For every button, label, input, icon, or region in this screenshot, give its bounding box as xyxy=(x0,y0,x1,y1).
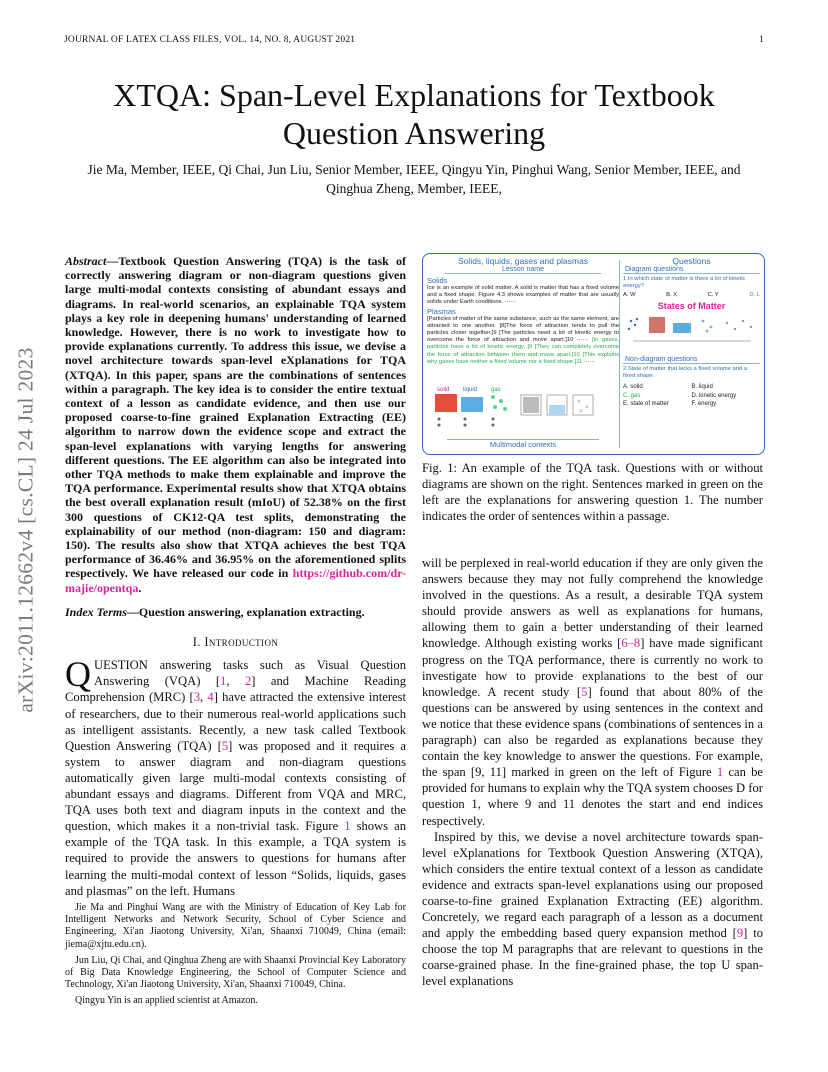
footnote: Jun Liu, Qi Chai, and Qinghua Zheng are with Shaanxi Provincial Key Laboratory of Big Data Knowledge Engineering, the School of Computer Science and Technology, Xi'an Jiaotong University, Xi'an, Shaanxi 710049, China. xyxy=(65,954,406,991)
question-1: 1.In which state of matter is there a lot of kinetic energy? xyxy=(623,276,746,289)
nondiagram-questions-label: Non-diagram questions xyxy=(623,356,760,364)
abstract-label: Abstract xyxy=(65,254,107,268)
code-link[interactable]: https://github.com/dr-majie/opentqa xyxy=(65,566,406,595)
left-column xyxy=(65,254,406,899)
section-heading: I. Introduction xyxy=(192,635,279,650)
figure-caption: Fig. 1: An example of the TQA task. Questions with or without diagrams are shown on the right. Sentences marked in green on the left are the explanations for answering question 1. The number indicates the order of sentences within a passage. xyxy=(422,461,763,524)
citation-link[interactable]: 6–8 xyxy=(621,636,641,651)
body-paragraph xyxy=(422,555,763,829)
solids-text: Ice is an example of solid matter. A solid is matter that has a fixed volume and a fixed shape. Figure 4.3 shows examples of matter that are usually solids under Earth conditions. ······ xyxy=(427,285,619,306)
author-list xyxy=(80,160,748,198)
option: D. kinetic energy xyxy=(691,392,737,399)
intro-text: ] have attracted the extensive interest of researchers, due to their numerous real-world applications such as intelligent assistants. Recently, a new task called Textbook Question Answering (TQA) [ xyxy=(65,690,406,753)
intro-text: , xyxy=(200,690,208,705)
question-1-options xyxy=(623,292,760,298)
gas-particles-icon xyxy=(491,395,507,411)
question-2: 2.State of matter that lacks a fixed volume and a fixed shape. xyxy=(623,366,748,379)
citation-link[interactable]: 1 xyxy=(220,674,227,689)
option: C. Y xyxy=(707,292,719,298)
plasmas-heading: Plasmas xyxy=(427,306,456,316)
body-text: will be perplexed in real-world education if they are only given the answers because they may not fully comprehend the knowledge involved in the questions. As a result, a desirable TQA system should provide answers as well as explanations for humans, allowing them to gain a better understanding of their learned knowledge. Although existing works [ xyxy=(422,556,763,651)
states-diagram-images xyxy=(431,383,619,435)
citation-link[interactable]: 3 xyxy=(193,690,201,705)
plasmas-text-end: ······ xyxy=(582,358,596,365)
states-of-matter-title: States of Matter xyxy=(657,301,726,311)
body-text: can be provided for humans to explain why the TQA system chooses D for question 1, where 9 and 11 denotes the start and end indices respectively. xyxy=(422,765,763,828)
citation-link[interactable]: 4 xyxy=(207,690,214,705)
correct-option: D. L xyxy=(749,292,760,298)
solid-label: solid xyxy=(437,387,450,393)
page-number: 1 xyxy=(759,35,764,45)
gas-container-particles xyxy=(578,400,589,413)
explanation-span: [In gases, particles have a lot of kinetic energy. ]9 [They can completely overcome the force of attraction between them and move apart.]10 [This explains why gases have neither a fixed volume nor a fixed shape.]11 xyxy=(427,337,619,365)
body-paragraph xyxy=(422,829,763,990)
multimodal-label: Multimodal contexts xyxy=(489,440,557,449)
body-text: Inspired by this, we devise a novel architecture towards span-level eXplanations for Textbook Question Answering (XTQA), which considers the entire textual context of a lesson as candidate evidence and extracts span-level explanations using our proposed coarse-to-fine grained Explanation Extracting (EE) algorithm. Concretely, we regard each paragraph of a lesson as a document and apply the embedding based query expansion method [ xyxy=(422,829,763,941)
option: F. energy xyxy=(691,401,717,407)
arxiv-stamp xyxy=(8,300,44,760)
figure-context-panel xyxy=(427,256,619,450)
citation-link[interactable]: 5 xyxy=(581,684,588,699)
authors-text: Jie Ma, Member, IEEE, Qi Chai, Jun Liu, Senior Member, IEEE, Qingyu Yin, Pinghui Wang, Senior Member, IEEE, and Qinghua Zheng, Member, IEEE, xyxy=(87,162,741,196)
intro-text: ] and Machine Reading Comprehension (MRC) [ xyxy=(65,674,406,705)
intro-text: , xyxy=(226,674,245,689)
liquid-container-fill xyxy=(549,405,565,415)
figure-divider xyxy=(619,260,620,448)
body-text: ] found that about 80% of the questions can be answered by using sentences in the context and we notice that these evidence spans (combinations of sentences in a paragraph) can also be regarded as explanations because they contain the key knowledge to answer the questions. For example, the span [9, 11] marked in green on the left of Figure xyxy=(422,684,763,780)
solids-heading: Solids xyxy=(427,276,448,285)
abstract-text: —Textbook Question Answering (TQA) is the task of correctly answering diagram or non-diagram questions given large multi-modal contexts consisting of abundant essays and diagrams. In real-world scenarios, an explainable TQA system plays a key role in deepening humans' understanding of learned knowledge. However, there is no work to investigate how to provide explanations currently. To address this issue, we devise a novel architecture towards span-level eXplanations for TQA (XTQA). In this paper, spans are the combinations of sentences within a paragraph. The key idea is to consider the entire textual context of a lesson as candidate evidence, and then use our proposed coarse-to-fine grained Explanation Extracting (EE) algorithm to narrow down the evidence scope and extract the span-level explanations with varying lengths for answering different questions. The EE algorithm can also be integrated into other TQA methods to make them explainable and improve the TQA performance. Experimental results show that XTQA obtains the best overall explanation result (mIoU) of 52.38% on the first 300 questions of CK12-QA test splits, demonstrating the explainability of our method (non-diagram: 150 and diagram: 150). The results also show that XTQA achieves the best TQA performance of 36.46% and 36.95% on the aforementioned splits respectively. We have released our code in xyxy=(65,254,406,581)
lesson-title: Solids, liquids, gases and plasmas xyxy=(458,256,588,266)
solid-block-icon xyxy=(435,394,457,412)
dropcap: Q xyxy=(65,654,91,695)
journal-line: JOURNAL OF LATEX CLASS FILES, VOL. 14, NO. 8, AUGUST 2021 xyxy=(64,35,356,45)
liquid-block-icon xyxy=(461,397,483,412)
figure-1 xyxy=(422,253,765,455)
arxiv-stamp-text: arXiv:2011.12662v4 [cs.CL] 24 Jul 2023 xyxy=(13,347,38,713)
diagram-questions-label: Diagram questions xyxy=(623,266,760,274)
citation-link[interactable]: 2 xyxy=(244,674,252,689)
gas-label: gas xyxy=(491,387,501,393)
figure-ref-link[interactable]: 1 xyxy=(716,765,724,780)
index-terms-text: —Question answering, explanation extracting. xyxy=(126,604,365,619)
running-header xyxy=(64,35,764,45)
footnote: Jie Ma and Pinghui Wang are with the Ministry of Education of Key Lab for Intelligent Networks and Network Security, School of Cyber Science and Engineering, Xi'an Jiaotong University, Xi'an, Shaanxi 710049, China (email: jiema@xjtu.edu.cn). xyxy=(65,902,406,950)
citation-link[interactable]: 5 xyxy=(221,738,229,753)
plasmas-text xyxy=(427,316,619,366)
figure-ref-link[interactable]: 1 xyxy=(344,819,351,834)
index-terms xyxy=(65,605,406,619)
solid-container-fill xyxy=(523,397,539,413)
abstract-end: . xyxy=(138,580,142,595)
index-terms-label: Index Terms xyxy=(65,604,127,619)
correct-option: C. gas xyxy=(623,392,641,399)
intro-text: ] was proposed and it requires a system to answer diagram and non-diagram questions automatically given large multi-modal contexts consisting of abundant essays and diagrams. Different from VQA and MRC, TQA uses both text and diagram inputs in the context and the question, which makes it a non-trivial task. Figure xyxy=(65,738,406,834)
questions-title: Questions xyxy=(672,256,711,266)
states-of-matter-diagram xyxy=(623,311,760,351)
right-column xyxy=(422,555,763,990)
option: B. liquid xyxy=(691,384,713,390)
abstract xyxy=(65,254,406,595)
paper-title: XTQA: Span-Level Explanations for Textbook Question Answering xyxy=(113,77,715,151)
figure-questions-panel xyxy=(623,256,760,450)
body-text: ] to choose the top M paragraphs that are relevant to questions in the coarse-grained phase. In the fine-grained phase, the top U span-level explanations xyxy=(422,926,763,989)
footnotes xyxy=(65,902,406,1012)
option: A. W xyxy=(623,292,636,298)
footnote: Qingyu Yin is an applied scientist at Amazon. xyxy=(75,995,258,1007)
body-text: ] have made significant progress on the TQA performance, there is currently no work to investigate how to provide explanations to the best of our knowledge. A recent study [ xyxy=(422,636,763,699)
plasmas-text-plain: [Particles of matter of the same substance, such as the same element, are attracted to one another. ]8[The force of attraction tends to pull the particles closer together.]9 [The particles need a lot of kinetic energy to overcome the force of attraction and move apart.]10 ······ xyxy=(427,315,619,344)
intro-paragraph xyxy=(65,654,406,898)
legend-dots xyxy=(438,418,495,427)
option: E. state of matter xyxy=(623,401,669,407)
intro-text: shows an example of the TQA task. In this example, a TQA system is required to provide the answers to questions for humans after learning the multi-modal context of lesson “Solids, liquids, gases and plasmas” on the left. Humans xyxy=(65,819,406,898)
option: A. solid xyxy=(623,384,643,390)
citation-link[interactable]: 9 xyxy=(736,926,744,941)
question-2-options xyxy=(623,383,760,409)
lesson-name-label: Lesson name xyxy=(445,266,601,274)
intro-text: UESTION answering tasks such as Visual Question Answering (VQA) [ xyxy=(94,658,406,689)
option: B. X xyxy=(666,292,678,298)
liquid-label: liquid xyxy=(463,387,478,393)
